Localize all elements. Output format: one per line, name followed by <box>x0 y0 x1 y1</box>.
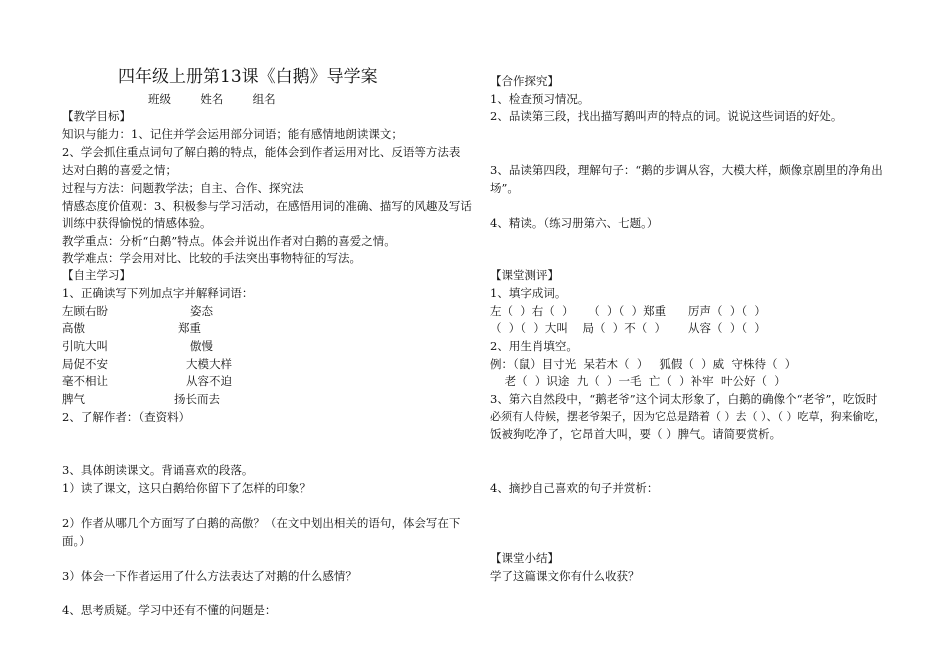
vocab-word: 左顾右盼 <box>62 304 108 318</box>
vocab-word: 局促不安 <box>62 357 108 371</box>
vocab-word: 傲慢 <box>190 339 213 353</box>
coop-heading: 【合作探究】 <box>490 74 559 88</box>
key-point: 教学重点：分析“白鹅”特点。体会并说出作者对白鹅的喜爱之情。 <box>62 234 396 248</box>
goals-line: 训练中获得愉悦的情感体验。 <box>62 216 212 230</box>
vocab-word: 扬长而去 <box>174 392 220 406</box>
vocab-word: 郑重 <box>178 321 201 335</box>
question-3-3: 3）体会一下作者运用了什么方法表达了对鹅的什么感情？ <box>62 569 357 583</box>
question-4: 4、思考质疑。学习中还有不懂的问题是： <box>62 603 277 617</box>
goals-line: 达对白鹅的喜爱之情； <box>62 163 177 177</box>
test-item-2-row: 例：（鼠）目寸光 呆若木（ ） 狐假（ ）威 守株待（ ） <box>490 357 797 371</box>
summary-question: 学了这篇课文你有什么收获？ <box>490 569 640 583</box>
coop-item-3-cont: 场”。 <box>490 181 519 195</box>
vocab-word: 脾气 <box>62 392 85 406</box>
vocab-word: 毫不相让 <box>62 374 108 388</box>
vocab-word: 高傲 <box>62 321 85 335</box>
question-2: 2、了解作者：（查资料） <box>62 410 191 424</box>
class-label: 班级 <box>148 92 171 106</box>
difficult-point: 教学难点：学会用对比、比较的手法突出事物特征的写法。 <box>62 251 361 265</box>
test-item-4: 4、摘抄自己喜欢的句子并赏析： <box>490 481 659 495</box>
test-item-2: 2、用生肖填空。 <box>490 339 578 353</box>
vocab-word: 从容不迫 <box>186 374 232 388</box>
question-3-2: 2）作者从哪几个方面写了白鹅的高傲？（在文中划出相关的语句，体会写在下 <box>62 516 461 530</box>
vocab-word: 引吭大叫 <box>62 339 108 353</box>
vocab-word: 姿态 <box>190 304 213 318</box>
test-item-1-row: （ ）（ ）大叫 局（ ）不（ ） 从容（ ）（ ） <box>490 321 766 335</box>
test-item-2-row: 老（ ）识途 九（ ）一毛 亡（ ）补牢 叶公好（ ） <box>490 374 786 388</box>
goals-line: 知识与能力：1、记住并学会运用部分词语；能有感情地朗读课文； <box>62 127 403 141</box>
header-fields <box>148 92 276 106</box>
test-item-3-line: 饭被狗吃净了，它昂首大叫，要（ ）脾气。请简要赏析。 <box>490 427 782 441</box>
test-item-1-row: 左（ ）右（ ） （ ）（ ）郑重 厉声（ ）（ ） <box>490 304 766 318</box>
question-1: 1、正确读写下列加点字并解释词语： <box>62 286 254 300</box>
self-study-heading: 【自主学习】 <box>62 268 131 282</box>
goals-line: 情感态度价值观：3、积极参与学习活动，在感悟用词的准确、描写的风趣及写话 <box>62 199 472 213</box>
test-item-3: 3、第六自然段中，“鹅老爷”这个词太形象了，白鹅的确像个“老爷”，吃饭时 <box>490 392 878 406</box>
question-3-1: 1）读了课文，这只白鹅给你留下了怎样的印象？ <box>62 481 311 495</box>
coop-item-3: 3、品读第四段，理解句子：“鹅的步调从容，大模大样，颇像京剧里的净角出 <box>490 163 883 177</box>
page-title: 四年级上册第13课《白鹅》导学案 <box>118 67 378 87</box>
test-item-1: 1、填字成词。 <box>490 286 567 300</box>
goals-line: 过程与方法：问题教学法；自主、合作、探究法 <box>62 181 304 195</box>
group-label: 组名 <box>252 92 276 106</box>
test-heading: 【课堂测评】 <box>490 268 559 282</box>
question-3: 3、具体朗读课文。背诵喜欢的段落。 <box>62 463 254 477</box>
test-item-3-line: 必须有人侍候，摆老爷架子，因为它总是踏着（ ）去（ ）、（ ）吃草，狗来偷吃， <box>490 410 886 423</box>
goals-heading: 【教学目标】 <box>62 109 131 123</box>
coop-item-1: 1、检查预习情况。 <box>490 92 590 106</box>
coop-item-2: 2、品读第三段，找出描写鹅叫声的特点的词。说说这些词语的好处。 <box>490 109 843 123</box>
summary-heading: 【课堂小结】 <box>490 551 559 565</box>
vocab-word: 大模大样 <box>186 357 232 371</box>
name-label: 姓名 <box>200 92 224 106</box>
coop-item-4: 4、精读。（练习册第六、七题。） <box>490 216 659 230</box>
question-3-2-cont: 面。） <box>62 534 91 548</box>
goals-line: 2、学会抓住重点词句了解白鹅的特点，能体会到作者运用对比、反语等方法表 <box>62 145 461 159</box>
